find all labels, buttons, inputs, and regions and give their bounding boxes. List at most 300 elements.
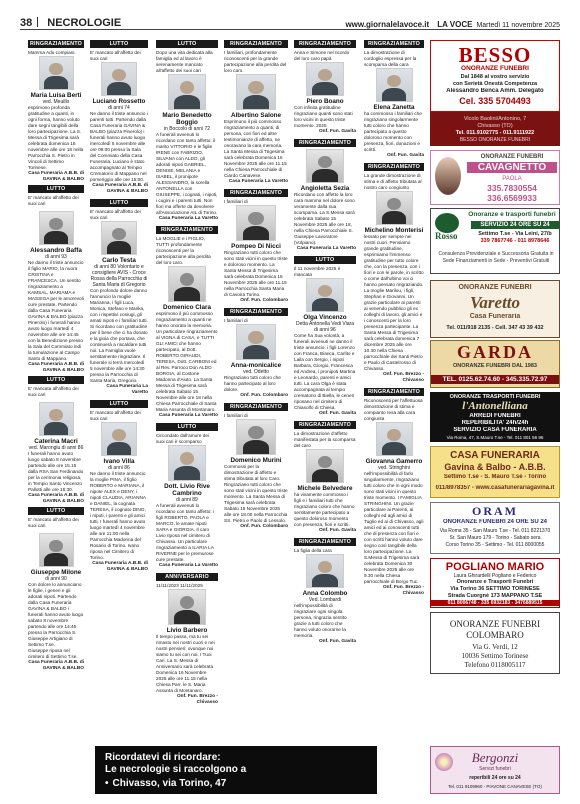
notice-heading-next: LUTTO (28, 376, 84, 384)
funeral-home-signature: Casa Funeraria A.B.B. di GAVINA & BALBO (28, 171, 84, 182)
funeral-home-signature: Onf. Fun. Brezzo - Chivasso (382, 372, 424, 383)
funeral-home-signature: Onf. Fun. Gavita (318, 411, 356, 416)
cavagnetto-phone-2[interactable]: 336.6569933 (487, 193, 537, 203)
notice-text: A funerali avvenuti lo ricordano con tanto affetto: il marito VITTORIO e le figlie IRENE con FABRIZIO, SILVANA con ALDO, gli adorati nipoti GABRIEL, DENISE, MELANIA e ISABEL, il pronipote ALESSANDRO, la sorella ANTONELLA con GIUSEPPE, i cognati, i nipoti, i cugini e i parenti tutti. Non fiori ma offerte da devolvere all'Associazione AIL di Torino. (156, 132, 218, 215)
notice-heading: RINGRAZIAMENTO (294, 421, 356, 429)
portrait-head (49, 218, 62, 230)
portrait-body (107, 241, 131, 255)
besso-phone[interactable]: Cel. 335 5704493 (459, 96, 531, 106)
deceased-name: Domenico Clara (163, 304, 211, 311)
deceased-name: Carlo Testa (102, 257, 136, 264)
notice-intro: Il 11 novembre 2025 è mancata (294, 266, 341, 277)
notice-heading: ANNIVERSARIO (156, 573, 218, 581)
notice-heading-next: LUTTO (28, 185, 84, 193)
notice-heading: LUTTO (294, 256, 356, 264)
obituary-column-2 (90, 38, 148, 743)
rosso-foot: Consulenza Previdenziale e Successoria Gratuita in Sede Finanziamenti in Sede - Preventivi Gratuiti (438, 251, 554, 264)
pogliano-line2: Onoranze e Trasporti Funebri (456, 579, 534, 585)
besso-line3: Alessandro Benca Amm. Delegato (446, 88, 544, 94)
notice-heading: RINGRAZIAMENTO (364, 388, 424, 396)
antonelliana-line3: SERVIZIO CASA FUNERARIA (453, 427, 537, 433)
varetto-sub: Casa Funeraria (469, 313, 521, 320)
notice-text: Ne danno il triste annuncio il figlio MARIO, la nuora CRISTINA e FRANCESCA. Un sentito ringraziamento a KAMSAL, MARIAMA e MASSIGA per le amorevoli cure prestate. Partendo dalla Casa Funeraria GAVINA & BALBO (piazza Pinerolo) i funerali hanno avuto luogo martedì 4 novembre alle ore 14:45 con la Benedizione presso la Sala del Commiato indi la tumulazione al Campo Santo di Mappano. (28, 260, 84, 361)
besso-web: BESSO ONORANZE FUNEBRI (459, 137, 531, 143)
deceased-name: Giovanna Gamerro (365, 458, 423, 465)
notice-intro: Dopo una vita dedicata alla famiglia ed al lavoro è serenamente mancato all'affetto dei suoi cari (156, 50, 213, 73)
deceased-age: Ved. Lombardi (308, 597, 342, 603)
notice-intro: 11/11/2023 11/11/2025 (156, 583, 203, 588)
portrait-photo (376, 68, 413, 102)
obituary-notice (156, 40, 218, 222)
portrait-head (387, 198, 401, 210)
deceased-age: Detta Antonella Vedi Viara di anni 96 (295, 321, 354, 333)
funeral-home-signature: Casa Funeraria A.B.B. di GAVINA & BALBO (92, 183, 148, 194)
portrait-head (248, 331, 263, 344)
notice-heading: RINGRAZIAMENTO (29, 41, 83, 47)
varetto-brand: Varetto (469, 293, 521, 312)
deceased-name: Anna Colombo (302, 590, 348, 597)
portrait-photo (101, 221, 137, 255)
portrait-photo (168, 266, 206, 302)
obituary-notice (90, 400, 148, 573)
obituary-notice (294, 421, 356, 534)
portrait-body (312, 469, 337, 483)
obituary-notice (156, 226, 218, 419)
funeral-home-signature: Casa Funeraria La Varetto (296, 246, 356, 251)
bergonzi-brand: Bergonzi (471, 750, 519, 765)
portrait-body (174, 287, 199, 302)
portrait-photo (306, 62, 344, 96)
portrait-body (312, 82, 337, 96)
oram-line1: Via Roma 35 - San Mauro T.se - Tel. 011 8221370 (439, 528, 551, 534)
notice-intro-next: E' mancato all'affetto dei suoi cari (28, 195, 79, 206)
section-title: NECROLOGIE (47, 17, 122, 29)
notice-intro: La dimostrazione d'affetto manifestata per la scomparsa del caro (294, 431, 356, 448)
obituary-column-6 (364, 38, 424, 743)
notice-intro: La MOGLIE e i FIGLIO, TUTTI profondamente riconoscenti per la partecipazione alla perdita del loro caro. (156, 236, 211, 265)
notice-text: Con infinita gratitudine ringraziano quanti sono stati loro vicini in questo triste momento. 2025 (294, 105, 353, 128)
funeral-home-signature: Onf. Fun. Colombaro (240, 298, 288, 303)
portrait-body (44, 76, 67, 90)
portrait-body (382, 211, 407, 225)
gavina-title: CASA FUNERARIA (450, 450, 540, 461)
notice-heading: RINGRAZIAMENTO (224, 403, 288, 411)
obituary-column-4 (224, 38, 288, 743)
obituary-column-5 (294, 38, 356, 743)
notice-text: Con profondo dolore danno l'annuncio la moglie Marianna, i figli Luca, Monica, Stefano e Marika, con i rispettivi coniugi, gli amati nipoti e i familiari tutti. Si ricordano con gratitudine per il bene che ci ha donato e la gioia che portava, che continuerà a riscaldare tutti noi. La Famiglia vuole sentitamente ringraziare. Il funerale si terrà mercoledì 5 novembre alle ore 14:30 presso la Parrocchia di Santa Maria, Gregorio. (90, 288, 148, 383)
rosso-brand: Rosso (435, 231, 458, 241)
portrait-head (387, 429, 401, 441)
deceased-name: Maria Luisa Berti (30, 92, 82, 99)
notice-intro: Anna e Simone nel ricordo del loro caro papà (294, 50, 350, 61)
ad-besso-address (430, 112, 560, 146)
notice-text: Esprimono il più commosso ringraziamento a quanti, di persona, con fiori ed altre testimonianze di affetto, ne onoravano la cara memoria. La Santa Messa di Trigesima sarà celebrata Domenica 16 Novembre 2025 alle ore 11.15 nella Chiesa Parrocchiale di Ciardo Canavese. (224, 119, 287, 178)
ad-pogliano (430, 558, 560, 608)
notice-text: Il tempo passa, ma tu sei rimasto nei nostri cuori e nei nostri pensieri: ovunque noi siamo tu sei con noi. I Tuoi Cari. La S. Messa di Anniversario sarà celebrata Domenica 16 Novembre 2025 alle ore 11.15 nella Chiesa Parr. le S. Maria Assunta di Montanaro. (156, 634, 215, 693)
portrait-head (387, 75, 401, 87)
deceased-name: Luciano Rossetto (92, 98, 146, 105)
notice-intro: I familiari di (224, 413, 248, 418)
deceased-name: Giuseppe Milone (30, 569, 82, 576)
cavagnetto-person: PAOLA (502, 176, 522, 182)
banner-address: Chivasso, via Torino, 47 (112, 778, 227, 789)
notice-text: Ricordano con affetto la loro cara mamma nel dolore sono veramente dalla sua scomparsa. La S.Messa sarà celebrata Sabato 15 Novembre 2025 alle ore 18, nella Chiesa Parrocchiale S. Giuseppe Lavoratore (Volpiano). (294, 192, 355, 245)
notice-text: Commossi per la dimostrazione di affetto e stima tributata al loro Caro. Ringraziano tutti coloro che sono stati vicini in questo triste momento. La Santa Messa di Trigesima sarà celebrata Sabato 15 Novembre 2025 alle ore 18.00 nella Parrocchia SS. Pietro e Paolo di Lessolo. (224, 464, 288, 523)
funeral-home-signature: Onf. Fun. Gavita (318, 639, 356, 644)
varetto-title: ONORANZE FUNEBRI (458, 284, 532, 291)
obituary-notice (364, 40, 424, 159)
rosso-logo-icon (435, 213, 459, 233)
colombaro-line4: 10036 Settimo Torinese (461, 652, 529, 660)
notice-text: nell'impossibilità di ringraziare ogni singola persona, ringrazia sentito grazie a tutti coloro che hanno voluto onorarne la memoria. (294, 603, 347, 638)
portrait-photo (39, 533, 74, 567)
obituary-notice (28, 40, 84, 207)
notice-intro: I familiari, profondamente riconoscenti per la grande partecipazione alla perdita del loro caro. (224, 50, 287, 73)
site-url[interactable]: www.giornalelavoce.it (345, 20, 430, 29)
oram-line2: Sr. San Mauro 179 - Torino - Sabato sera (449, 535, 541, 541)
garda-tel[interactable]: TEL. 0125.62.74.60 - 345.335.72.97 (431, 375, 559, 384)
notice-text: I funerali hanno avuto luogo sabato 8 novembre partendo alle ore 15.15 dalla RSA San Ferdinando per la cerimonia religiosa, in Tempio Santo Vincenzo Pallotti alle ore 15:30. (28, 451, 84, 492)
bottom-banner (95, 746, 377, 794)
portrait-head (112, 69, 126, 81)
notice-text: lessato per sempre nei nostri cuori. Pensiamo grande gratitudine, esprimiamo l'immenso gratitudine per tutto colore che, con la presenza, con i fiori e con le parole, in scritto o come dall'ultimo voi ci hanno pensato ringraziando. La moglie Marilou, i figli, Stephan e Giovanni. Un grazie particolare ai parenti ai venendo pubblico gli ex colleghi di lavoro, gli amici e i conoscenti per la loro presenza partecipante. La Santa Messa di Trigesima sarà celebrata domenica 7 dicembre 2025 alle ore 10.30 nella Chiesa parrocchiale dei Santi Pietro e Paolo di Castelrosso di Chivasso. (364, 234, 424, 371)
notice-text: Come ha Sua volontà, a funerali avvenuti ne danno il triste annuncio: i figli Lorenzo con Franca, Bianca, Carlito e Laila con Sergio, i nipoti Barbara, Giorgio, Francesca ed Andrea, i pronipoti Martina e Leonardo, parenti e amici tutti. La cara Olga è stata accompagnata al tempio crematorio di Biella, le ceneri riposano nel cimitero di Chiasolfo di Chiesa. (294, 333, 356, 410)
portrait-head (248, 81, 263, 94)
besso-city: Chivasso (TO) (477, 123, 513, 129)
obituary-notice (90, 40, 148, 195)
portrait-photo (101, 422, 137, 456)
issue-date: Martedì 11 novembre 2025 (476, 22, 560, 29)
notice-intro-next: E' mancato all'affetto dei suoi cari (28, 517, 79, 528)
notice-heading: LUTTO (90, 400, 148, 408)
ad-gavina (430, 446, 560, 498)
ad-besso (430, 40, 560, 112)
deceased-name: Piero Boano (306, 98, 344, 105)
bergonzi-addr: Tel. 011 9109960 - PIAVONE CANAVESE (TO) (448, 784, 542, 789)
colombaro-line5: Telefono 0118005117 (464, 661, 526, 669)
deceased-name: Michele Belvedere (297, 485, 353, 492)
notice-intro: E' mancato all'affetto dei suoi cari (90, 410, 141, 421)
gavina-addr: Settimo T.se - S. Mauro T.se - Torino (443, 474, 547, 480)
deceased-age: di anni 80 Volontario e consigliere AVIS - Croce Rossa della Parrocchia di Santa Maria di Gregorio (90, 264, 148, 288)
notice-text: esprimono profonda gratitudine a quanti, in ogni forma, hanno voluto dare segni tangibili della loro partecipazione. La S. Messa di Trigesima sarà celebrata domenica 16 novembre alle ore 18 nella Parrocchia S. Pietro in Vincoli di Settimo Torinese. (28, 105, 84, 170)
notice-heading: RINGRAZIAMENTO (224, 189, 288, 197)
portrait-photo (168, 589, 206, 625)
antonelliana-top: ONORANZE TRASPORTI FUNEBRI (449, 394, 541, 400)
portrait-body (243, 95, 270, 110)
obituary-notice (28, 402, 84, 529)
portrait-head (49, 409, 62, 421)
funeral-home-signature: Casa Funeraria La Varetto (158, 413, 218, 418)
portrait-body (107, 82, 131, 96)
rosso-top: Onoranze e trasporti funebri (468, 211, 556, 218)
portrait-photo (306, 449, 344, 483)
portrait-head (180, 596, 194, 609)
obituary-notice (224, 40, 288, 185)
ad-varetto (430, 280, 560, 338)
portrait-photo (306, 554, 344, 588)
portrait-photo (39, 402, 74, 436)
portrait-head (49, 63, 62, 75)
funeral-home-signature: Casa Funeraria A.B.B. di GAVINA & BALBO (28, 493, 84, 504)
portrait-photo (101, 62, 137, 96)
notice-intro: Mamma Adu compiani. (28, 50, 76, 55)
notice-heading: LUTTO (90, 199, 148, 207)
ad-colombaro (430, 612, 560, 674)
rosso-tel[interactable]: 339 7867746 - 011 8978646 (480, 238, 550, 244)
portrait-body (44, 553, 67, 567)
ad-garda (430, 340, 560, 388)
notice-text: A funerali avvenuti lo ricordano con tanto affetto: i figli ROBERTO, PAOLA e MARCO, le amate nipoti SARA e GIORGIA. Il caro Livio riposa nel cimitero di Chivasso. Un particolare ringraziamento a ILARIA LA RIVERNE per le premurose cure prestate. (156, 503, 215, 562)
colombaro-line2: COLOMBARO (466, 630, 524, 640)
besso-line2: con Serietà Onestà Competenza (452, 81, 538, 87)
notice-heading: LUTTO (90, 40, 148, 48)
portrait-head (180, 81, 194, 94)
deceased-age: di anni 89 (176, 497, 198, 503)
page-number: 38 (20, 17, 33, 29)
portrait-body (312, 574, 337, 588)
funeral-home-signature: Onf. Fun. Gavita (386, 153, 424, 158)
portrait-body (174, 95, 199, 110)
portrait-body (312, 169, 337, 183)
publication-name: LA VOCE (437, 20, 473, 29)
besso-sub: ONORANZE FUNEBRI (461, 65, 529, 72)
gavina-tel[interactable]: 011/8978357 - www.casafunerariagavina.it (435, 485, 555, 491)
portrait-photo (39, 56, 74, 90)
deceased-name: Elena Zanetta (373, 104, 415, 111)
rosso-addr: Settimo T.se - Via Leini, 27/b (478, 231, 552, 237)
notice-heading-next: LUTTO (28, 507, 84, 515)
garda-name: GARDA (457, 342, 533, 362)
notice-heading: RINGRAZIAMENTO (156, 226, 218, 234)
funeral-home-signature: Onf. Fun. Brezzo - Chivasso (382, 585, 424, 596)
rosso-hours: SERVIZIO 24 ORE SU 24 (471, 221, 559, 229)
cavagnetto-photo (435, 157, 461, 195)
deceased-name: Pompeo Di Nicci (231, 243, 281, 250)
deceased-name: Angioletta Sezia (300, 185, 350, 192)
portrait-body (243, 345, 270, 360)
ad-bergonzi (430, 746, 560, 794)
pogliano-line3: Via Torino 36 SETTIMO TORINESE (450, 586, 540, 592)
deceased-name: Olga Vincenzo (303, 314, 347, 321)
pogliano-name: POGLIANO MARIO (445, 561, 545, 573)
deceased-age: in Boccolo di anni 72 (163, 126, 211, 132)
portrait-head (112, 228, 126, 240)
antonelliana-line1: ARREDI FUNEBRI (469, 413, 521, 419)
obituary-notice (224, 403, 288, 530)
deceased-name: Anna-monicalice (230, 362, 282, 369)
pogliano-line4: Strada Cuorgnè 173 MAPPANO T.SE (447, 593, 543, 599)
portrait-head (248, 212, 263, 225)
deceased-name: Michelino Monterisi (364, 227, 424, 234)
portrait-head (180, 452, 194, 465)
besso-addr: Vicolo Baolini/Antonino, 7 (463, 116, 527, 122)
varetto-tel[interactable]: Tel. 011/918 2135 - Cell. 347 43 39 432 (446, 325, 544, 331)
notice-text: Ne danno il triste annuncio i parenti tutti. Partendo dalla Casa Funeraria GAVINA & BALBO (piazza Pinerolo) i funerali hanno avuto luogo mercoledì 5 novembre alle ore 09:00 presso la Sala del Commiato della Casa Funeraria. Luciano è stato accompagnato al Tempio Crematorio di Mappano nel pomeriggio alle ore 15:00. (90, 111, 148, 182)
notice-intro: E' mancato all'affetto dei suoi cari (90, 50, 141, 61)
portrait-photo (306, 149, 344, 183)
banner-line3 (105, 778, 226, 789)
portrait-head (112, 429, 126, 441)
funeral-home-signature: Onf. Fun. Brezzo - Chivasso (176, 694, 218, 705)
deceased-name: Livio Barbero (166, 627, 208, 634)
deceased-name: Caterina Macri (34, 438, 78, 445)
portrait-body (174, 610, 199, 625)
notice-intro: I familiari di (224, 318, 248, 323)
obituary-notice (156, 423, 218, 569)
notice-heading: LUTTO (156, 423, 218, 431)
portrait-head (49, 540, 62, 552)
portrait-photo (39, 211, 74, 245)
notice-intro-next: E' mancata all'affetto dei suoi cari (28, 386, 79, 397)
notice-heading: RINGRAZIAMENTO (364, 40, 424, 48)
deceased-name: Albertino Salone (230, 112, 282, 119)
portrait-body (382, 442, 407, 456)
portrait-body (44, 422, 67, 436)
besso-tel: Tel. 011.9102775 - 011.9111922 (455, 130, 535, 136)
ad-antonelliana (430, 392, 560, 442)
colombaro-line3: Via G. Verdi, 12 (472, 643, 518, 651)
deceased-age: ved. Stringhini (378, 465, 410, 471)
portrait-photo (236, 74, 276, 110)
portrait-head (318, 156, 332, 168)
funeral-home-signature: Casa Funeraria A.B.B. di GAVINA & BALBO (92, 561, 148, 572)
notice-intro: I familiari di (224, 199, 248, 204)
obituary-notice (294, 538, 356, 645)
notice-text: Ringraziano tutti coloro che sono stati vicini in questo triste e doloroso momento. La Santa Messa di Trigesima sarà celebrata Domenica 16 Novembre 2025 alle ore 11.15 nella Parrocchia Santa Maria di Cavoira Torino. (224, 250, 288, 297)
portrait-body (382, 88, 407, 102)
deceased-age: di anni 90 (45, 576, 67, 582)
notice-intro: La dimostrazione di cordoglio espressa per la scomparsa della cara (364, 50, 417, 67)
portrait-head (318, 561, 332, 573)
portrait-photo (168, 445, 206, 481)
portrait-head (248, 426, 263, 439)
portrait-head (318, 456, 332, 468)
ad-cavagnetto (430, 150, 560, 205)
funeral-home-signature: Casa Funeraria La Varetto (228, 179, 288, 184)
header-separator (37, 17, 38, 27)
obituary-notice (224, 189, 288, 304)
deceased-name: Alessandro Baffa (30, 247, 82, 254)
cavagnetto-title: ONORANZE FUNEBRI (480, 154, 544, 160)
deceased-name: Mario Benedetto Boggio (162, 112, 212, 126)
portrait-photo (376, 191, 413, 225)
portrait-body (174, 466, 199, 481)
notice-text: ha vivamente commosso i figli e i familiari tutti che ringraziano coloro che hanno sentitamente partecipato a questo doloroso momento con presenza, fiori e scritti. (294, 492, 355, 527)
portrait-photo (236, 205, 276, 241)
funeral-home-signature: Onf. Fun. Colombaro (240, 524, 288, 529)
oram-name: ORAM (472, 504, 518, 518)
obituary-notice (364, 388, 424, 597)
deceased-name: Domenico Murini (230, 457, 282, 464)
notice-intro: La figlia della cara (294, 548, 332, 553)
obituary-notice (294, 40, 356, 135)
oram-line3: Corso Torino 35 - Settimo - Tel. 011 8000055 (445, 542, 545, 548)
funeral-home-signature: Onf. Fun. Gavita (318, 528, 356, 533)
portrait-head (318, 69, 332, 81)
obituary-column-3 (156, 38, 218, 743)
portrait-body (44, 231, 67, 245)
funeral-home-signature: Onf. Fun. Gavita (318, 129, 356, 134)
notice-heading: RINGRAZIAMENTO (224, 40, 288, 48)
funeral-home-signature: Casa Funeraria La Varetto (158, 216, 218, 221)
portrait-head (180, 273, 194, 286)
portrait-photo (236, 419, 276, 455)
antonelliana-line2: REPERIBILITA' 24h/24h (461, 420, 529, 426)
obituary-notice (156, 573, 218, 706)
portrait-photo (376, 422, 413, 456)
notice-intro: La grande dimostrazione di stima e di affetto tributata al nostro caro congiunto (364, 173, 422, 190)
notice-heading: RINGRAZIAMENTO (294, 139, 356, 147)
banner-line2: Le necrologie si raccolgono a (105, 764, 247, 775)
notice-note: Giuseppe riposa nel cimitero di Settimo T.se. (28, 648, 78, 659)
deceased-name: Ivano Villa (103, 458, 135, 465)
pogliano-line1: Laura Ghirardelli Pogliano e Federico (453, 573, 537, 579)
obituary-notice (294, 256, 356, 417)
funeral-home-signature: Casa Funeraria La Varetto (106, 384, 148, 395)
antonelliana-brand: l'Antonelliana (462, 400, 528, 412)
deceased-name: Dott. Livio Rive Cambrino (164, 483, 210, 497)
cavagnetto-brand: CAVAGNETTO (467, 162, 557, 173)
notice-heading: RINGRAZIAMENTO (294, 40, 356, 48)
notice-text: esprimono il più commosso ringraziamento a quanti ne hanno onorato la memoria. Un particolare ringraziamento al VIGNA di CASA, e TUTTI GLI AMICI che hanno partecipato, al Dott. ROBERTO GIRAUDI, TERESA, Dott. CARBONI ed al Rev. Parroco Don ALDO BORGIA, al Costone Madonna d'Aiuto. La Santa Messa di Trigesima sarà celebrata Sabato 15 Novembre alle ore 18 nella Chiesa Parrocchiale di Santa Maria Assunta di Montanaro. (156, 311, 218, 412)
portrait-body (312, 298, 337, 312)
obituary-notice (28, 211, 84, 398)
funeral-home-signature: Casa Funeraria A.B.B. di GAVINA & BALBO (28, 660, 84, 671)
portrait-body (107, 442, 131, 456)
notice-text: Con dolore lo annunciano le figlie, i generi e gli adorati nipoti. Partendo dalla Casa Funeraria GAVINA & BALBO i funerali hanno avuto luogo sabato 8 novembre partendo alle ore 14:45 presso la Parrocchia S. Giuseppe Artigiano di Settimo T.se. (28, 582, 84, 647)
deceased-age: ved. Odetto (243, 369, 269, 375)
deceased-age: ved. Meuillo (42, 99, 70, 105)
obituary-notice (224, 308, 288, 399)
deceased-age: ved. Marongiu di anni 86 (28, 445, 84, 451)
oram-header: ONORANZE FUNEBRI 24 ORE SU 24 (442, 519, 548, 525)
portrait-body (243, 440, 270, 455)
funeral-home-signature: Onf. Fun. Colombaro (240, 393, 288, 398)
notice-heading: RINGRAZIAMENTO (224, 308, 288, 316)
banner-line1: Ricordatevi di ricordare: (105, 752, 221, 763)
notice-heading: RINGRAZIAMENTO (364, 163, 424, 171)
notice-intro: E' mancato all'affetto dei suoi cari (90, 209, 141, 220)
notice-intro: Riconoscenti per l'affettuosa dimostrazione di stima e compianto resa alla cara congiunta (364, 398, 423, 421)
ad-oram (430, 502, 560, 554)
pogliano-tel[interactable]: 011 8006748 - 335 6932183 - 3476889515 (431, 600, 559, 606)
portrait-photo (168, 74, 206, 110)
obituary-notice (294, 139, 356, 252)
portrait-photo (306, 278, 344, 312)
portrait-body (243, 226, 270, 241)
page-header (20, 14, 560, 30)
gavina-brand: Gavina & Balbo - A.B.B. (444, 462, 546, 472)
obituary-column-1 (28, 38, 84, 743)
portrait-head (318, 285, 332, 297)
deceased-age: di anni 74 (108, 105, 130, 111)
notice-intro: Circondato dall'amore dei suoi cari è scomparso (156, 433, 210, 444)
notice-heading: LUTTO (156, 40, 218, 48)
bergonzi-tel: reperibili 24 ore su 24 (469, 775, 521, 781)
funeral-home-signature: Casa Funeraria A.B.B. di GAVINA & BALBO (28, 362, 84, 373)
notice-heading: RINGRAZIAMENTO (294, 538, 356, 546)
funeral-home-signature: Casa Funeraria La Varetto (158, 563, 218, 568)
obituary-notice (28, 533, 84, 672)
obituary-notice (364, 163, 424, 384)
notice-text: Ne danno il triste annuncio la moglie PINA, il figlio ROBERTO e MARIANA, il nipote ALEX e DENY, i nipoti CLAUDIA, ARIANNA e DANIEL, la cognata TERESA, il cognato DINO, i nipoti, i parenti e gli amici tutti. I funerali hanno avuto luogo martedì 4 novembre alle ore 11:00 nella Parrocchia Madonna del Rosario di Torino. Ivano riposa nel Cimitero di Torino. (90, 471, 146, 560)
garda-sub: ONORANZE FUNEBRI DAL 1983 (453, 363, 537, 369)
cavagnetto-phone-1[interactable]: 335.7830554 (487, 183, 537, 193)
ad-rosso (430, 208, 560, 274)
besso-name: BESSO (458, 43, 532, 67)
bullet-icon: • (105, 778, 109, 789)
